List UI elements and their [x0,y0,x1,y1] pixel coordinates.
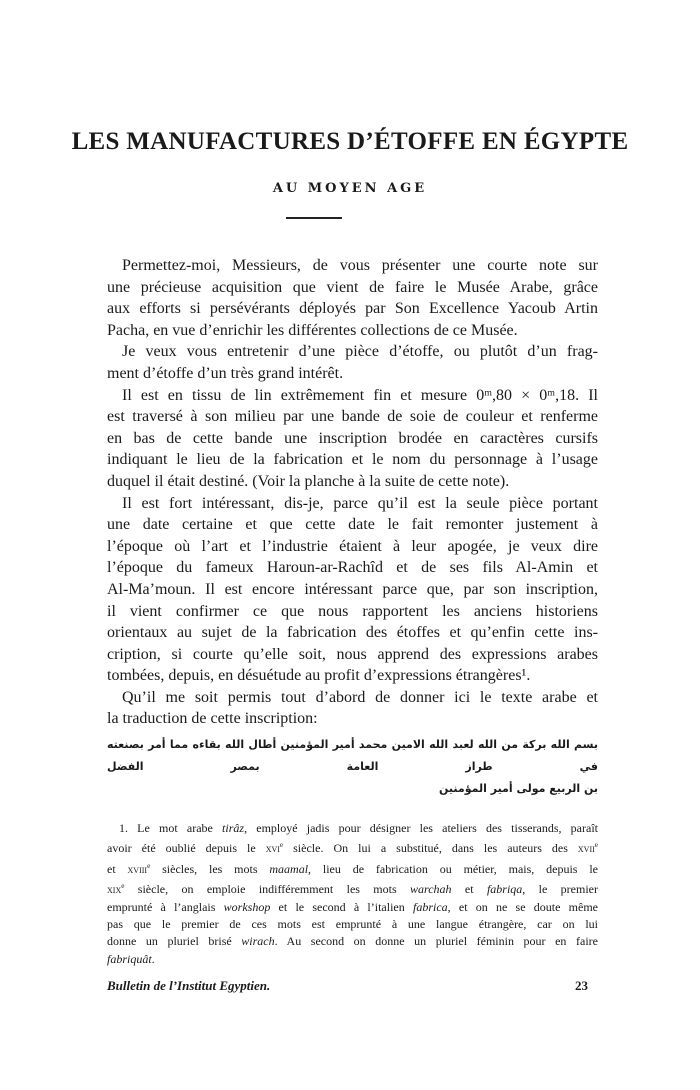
italic-term: fabrica [412,899,448,914]
title-divider [286,217,342,219]
body-line: Il est fort intéressant, dis-je, parce qu’il est la seule pièce portant [122,494,598,512]
body-line: Qu’il me soit permis tout d’abord de donner ici le texte arabe et [122,688,598,706]
italic-term: fabriqa [486,882,523,897]
body-line: une date certaine et que cette date le fait remonter justement à [107,516,598,534]
body-line: il vient confirmer ce que nous rapportent les anciens historiens [107,602,598,620]
body-text [107,255,598,730]
page-footer [107,978,598,994]
body-line: Al-Ma’moun. Il est encore intéressant parce que, par son inscription, [107,580,598,598]
body-line: Je veux vous entretenir d’une pièce d’étoffe, ou plutôt d’un frag- [122,343,598,361]
body-line: Pacha, en vue d’enrichir les différentes collections de ce Musée. [107,321,518,339]
footnote-text: et [107,861,128,876]
body-line: duquel il était destiné. (Voir la planche à la suite de cette note). [107,472,510,490]
body-line: orientaux au sujet de la fabrication des étoffes et qu’enfin cette ins- [107,624,598,642]
footnote-text: 1. Le mot arabe [119,821,223,835]
body-line: tombées, depuis, en désuétude au profit d’expressions étrangères¹. [107,667,531,685]
footnote-text: emprunté à l’anglais [107,899,224,914]
arabic-inscription [107,734,598,800]
footnote-text: et [451,882,487,897]
footnote-line [107,916,598,933]
footnote-line [107,933,598,950]
footnote-text: , lieu de fabrication ou métier, mais, depuis le [308,861,598,876]
footnote-text: xvi [265,841,280,856]
footnote-text: . Au second on donne un pluriel féminin pour en faire [274,934,598,949]
footnote-text: siècle. On lui a substitué, dans les auteurs des [283,841,578,856]
footnote-text: , employé jadis pour désigner les ateliers des tisserands, paraît [244,821,598,835]
italic-term: warchah [410,882,452,897]
body-line: indiquant le lieu de la fabrication et le nom du personnage à l’usage [107,451,598,469]
footnote-text: donne un pluriel brisé [107,934,242,949]
footnote-text: e [147,861,151,870]
italic-term: workshop [223,899,271,914]
article-title: LES MANUFACTURES D’ÉTOFFE EN ÉGYPTE [71,128,629,155]
body-line: l’époque où l’art et l’industrie étaient à leur apogée, je veux dire [107,537,598,555]
body-line: en bas de cette bande une inscription brodée en caractères cursifs [107,429,598,447]
footnote-line [107,820,598,837]
footnote [107,820,598,968]
footnote-text: xvii [577,841,595,856]
footnote-text: e [279,841,284,850]
footnote-text: siècle, on emploie indifféremment les mots [124,882,410,897]
journal-name: Bulletin de l’Institut Egyptien. [107,978,271,993]
footnote-line [107,858,598,878]
body-line: la traduction de cette inscription: [107,710,318,728]
footnote-text: siècles, les mots [150,861,270,876]
italic-term: maamal [269,861,309,876]
article-subtitle: AU MOYEN AGE [272,181,428,196]
body-line: cription, si courte qu’elle soit, nous apprend des expressions arabes [107,645,598,663]
body-line: Il est en tissu de lin extrêmement fin et mesure 0ᵐ,80 × 0ᵐ,18. Il [122,386,598,404]
footnote-text: et le second à l’italien [270,899,413,914]
body-line: ment d’étoffe d’un très grand intérêt. [107,364,344,382]
body-line: une précieuse acquisition que vient de faire le Musée Arabe, grâce [107,278,598,296]
body-line: l’époque du fameux Haroun-ar-Rachîd et de ses fils Al-Amin et [107,559,598,577]
footnote-line [107,899,598,916]
footnote-text: e [121,882,125,891]
footnote-line [107,837,598,857]
italic-term: tirâz [222,821,245,835]
italic-term: wirach [241,934,275,949]
arabic-line: بن الربيع مولى أمير المؤمنين [439,782,598,795]
body-line: aux efforts si persévérants déployés par Son Excellence Yacoub Artin [107,300,598,318]
footnote-text: xix [107,882,122,897]
footnote-text: e [594,841,598,850]
footnote-text: xviii [127,861,148,876]
footnote-line [107,951,598,968]
footnote-text: . [151,951,155,966]
footnote-text: , le premier [522,882,598,897]
italic-term: fabriquât [107,951,152,966]
body-line: est traversé à son milieu par une bande de soie de couleur et renferme [107,408,598,426]
footnote-text: avoir été oublié depuis le [107,841,266,856]
body-line: Permettez-moi, Messieurs, de vous présenter une courte note sur [122,257,598,274]
arabic-line: بسم الله بركة من الله لعبد الله الامين محمد أمير المؤمنين أطال الله بقاءه مما أمر بصنعته في طراز العامة بمصر الفضل [107,738,598,773]
footnote-line [107,878,598,898]
footnote-text: pas que le premier de ces mots est emprunté à une langue étrangère, car on lui [107,917,598,932]
page-number: 23 [575,978,588,993]
footnote-text: , et on ne se doute même [447,899,598,914]
